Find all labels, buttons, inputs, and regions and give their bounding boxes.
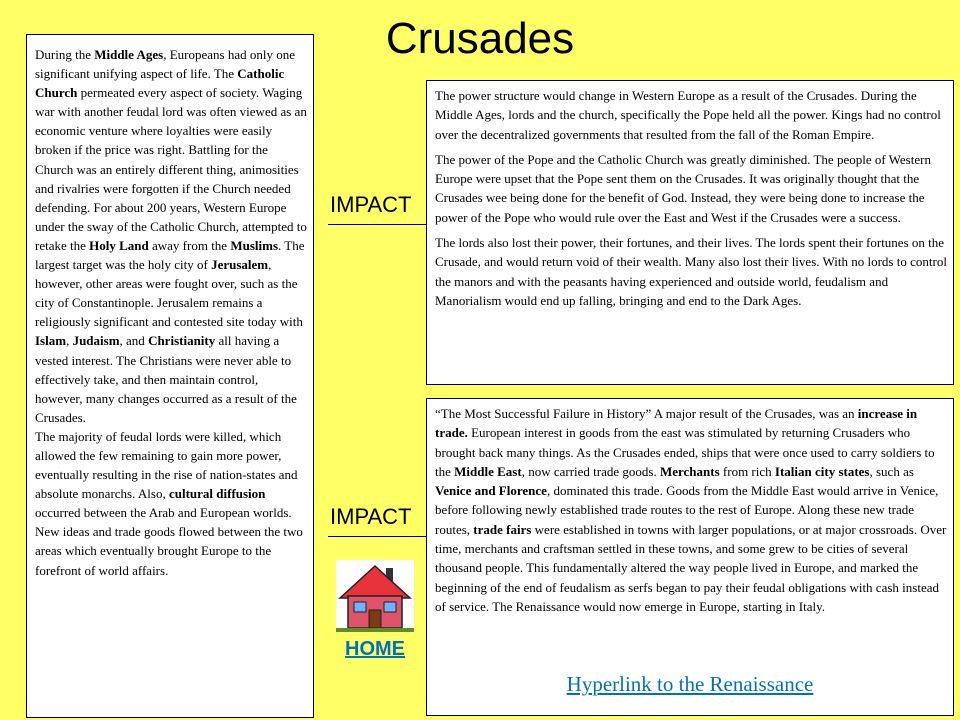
text-run: , however, other areas were fought over, such as the city of Constantinople. Jerusalem remains a religiously significant and contested site today with bbox=[35, 257, 303, 330]
text-run: , dominated this trade. Goods from the Middle East would arrive in Venice, before following newly established trade routes to the rest of Europe. Along these new trade routes, bbox=[435, 483, 939, 537]
text-run: , and bbox=[119, 333, 149, 349]
power-paragraph-1: The power structure would change in Western Europe as a result of the Crusades. During the Middle Ages, lords and the church, specifically the Pope held all the power. Kings had no control over the decentralized governments that resulted from the fall of the Roman Empire. bbox=[435, 88, 941, 142]
bold-term: Catholic Church bbox=[35, 66, 285, 101]
bold-term: Venice and Florence bbox=[435, 483, 547, 499]
bold-term: Muslims bbox=[230, 237, 279, 253]
text-run: . The largest target was the holy city of bbox=[35, 237, 305, 273]
page-title: Crusades bbox=[385, 14, 575, 63]
intro-text-box bbox=[26, 34, 314, 718]
text-run: , bbox=[66, 333, 73, 349]
bold-term: Italian city states bbox=[774, 463, 870, 479]
bold-term: increase in trade. bbox=[435, 406, 918, 441]
text-run: away from the bbox=[148, 237, 231, 253]
power-paragraph-2: The power of the Pope and the Catholic Church was greatly diminished. The people of Western Europe were upset that the Pope sent them on the Crusades. It was originally thought that the Crusades wee being done for the benefit of God. Instead, they were being done to increase the power of the Pope who would rule over the East and West if the Crusades were a success. bbox=[435, 151, 931, 225]
text-run: During the bbox=[35, 47, 95, 62]
trade-impact-box bbox=[426, 398, 954, 716]
bold-term: Judaism bbox=[72, 333, 120, 349]
text-run: occurred between the Arab and European worlds. New ideas and trade goods flowed between the two areas which eventually brought Europe to the forefront of world affairs. bbox=[35, 505, 303, 578]
trade-paragraph bbox=[435, 404, 947, 616]
bold-term: Jerusalem bbox=[211, 257, 269, 273]
text-run: , such as bbox=[869, 463, 914, 479]
bold-term: Holy Land bbox=[89, 237, 149, 253]
house-icon[interactable] bbox=[336, 560, 414, 632]
text-run: , now carried trade goods. bbox=[521, 463, 660, 479]
home-link[interactable]: HOME bbox=[345, 638, 405, 660]
power-paragraph-3: The lords also lost their power, their fortunes, and their lives. The lords spent their fortunes on the Crusade, and would return void of their wealth. Many also lost their lives. With no lords to control the manors and with the peasants having experienced and outside world, feudalism and Manorialism would end up falling, bringing and end to the Dark Ages. bbox=[435, 235, 947, 308]
bold-term: Middle Ages bbox=[94, 47, 164, 62]
bold-term: Merchants bbox=[659, 463, 720, 479]
bold-term: Middle East bbox=[454, 463, 522, 479]
text-run: , Europeans had only one significant unifying aspect of life. The bbox=[35, 47, 295, 82]
intro-paragraph-1 bbox=[35, 45, 307, 427]
text-run: were established in towns with larger populations, or at major crossroads. Over time, merchants and craftsman settled in these towns, and some grew to be cities of several thousand people. This fundamentally altered the way people lived in Europe, and marked the beginning of the end of feudalism as serfs began to pay their feudal obligations with cash instead of service. The Renaissance would now emerge in Europe, starting in Italy. bbox=[435, 521, 947, 614]
intro-paragraph-2 bbox=[35, 427, 307, 580]
connector-line-1 bbox=[328, 224, 426, 225]
bold-term: cultural diffusion bbox=[168, 486, 266, 502]
impact-label-2: IMPACT bbox=[330, 504, 412, 529]
text-run: The majority of feudal lords were killed, which allowed the few remaining to gain more power, eventually resulting in the rise of nation-states and absolute monarchs. Also, bbox=[35, 428, 298, 502]
text-run: from rich bbox=[719, 463, 775, 479]
power-impact-box bbox=[426, 80, 954, 385]
renaissance-hyperlink[interactable]: Hyperlink to the Renaissance bbox=[566, 672, 814, 696]
bold-term: Islam bbox=[35, 333, 67, 349]
impact-label-1: IMPACT bbox=[330, 192, 412, 217]
text-run: “The Most Successful Failure in History” A major result of the Crusades, was an bbox=[435, 406, 858, 421]
connector-line-2 bbox=[328, 536, 426, 537]
bold-term: Christianity bbox=[148, 333, 216, 349]
bold-term: trade fairs bbox=[473, 521, 532, 537]
text-run: European interest in goods from the east was stimulated by returning Crusaders who brought back many things. As the Crusades ended, ships that were once used to carry soldiers to the bbox=[435, 425, 935, 479]
text-run: all having a vested interest. The Christians were never able to effectively take, and then maintain control, however, many changes occurred as a result of the Crusades. bbox=[35, 333, 297, 425]
text-run: permeated every aspect of society. Waging war with another feudal lord was often viewed as an economic venture where loyalties were easily broken if the price was right. Battling for the Church was an entirely different thing, animosities and rivalries were forgotten if the Church needed defending. For about 200 years, Western Europe under the sway of the Catholic Church, attempted to retake the bbox=[35, 85, 307, 253]
